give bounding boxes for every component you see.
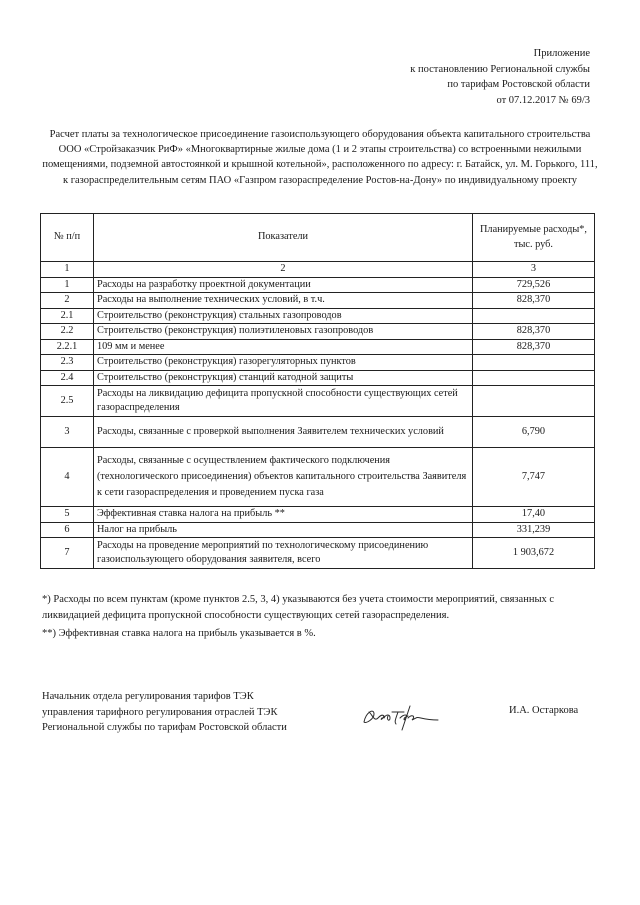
row-value: 1 903,672 — [473, 538, 595, 569]
row-label: Строительство (реконструкция) стальных газопроводов — [94, 308, 473, 324]
row-label: Эффективная ставка налога на прибыль ** — [94, 507, 473, 523]
footnote: *) Расходы по всем пунктам (кроме пунктов 2.5, 3, 4) указываются без учета стоимости мероприятий, связанных с ликвидацией дефицита пропускной способности существующих сетей газораспределения. — [42, 594, 555, 621]
table-row — [41, 417, 595, 448]
footnote: **) Эффективная ставка налога на прибыль указывается в %. — [42, 628, 316, 639]
row-value: 331,239 — [473, 522, 595, 538]
appendix-line: по тарифам Ростовской области — [447, 79, 590, 90]
row-label: Расходы на разработку проектной документации — [94, 277, 473, 293]
appendix-line: Приложение — [533, 48, 590, 59]
header-num: № п/п — [41, 214, 94, 262]
table-row — [41, 370, 595, 386]
row-label: 109 мм и менее — [94, 339, 473, 355]
column-number: 3 — [473, 262, 595, 278]
row-value — [473, 370, 595, 386]
position-line: управления тарифного регулирования отраслей ТЭК — [42, 706, 278, 718]
column-number: 1 — [41, 262, 94, 278]
row-num: 3 — [41, 417, 94, 448]
table-row — [41, 308, 595, 324]
row-value: 828,370 — [473, 339, 595, 355]
row-value — [473, 355, 595, 371]
signatory-position — [42, 689, 287, 736]
row-num: 6 — [41, 522, 94, 538]
row-value: 7,747 — [473, 448, 595, 507]
row-num: 2.2.1 — [41, 339, 94, 355]
appendix-line: к постановлению Региональной службы — [410, 63, 590, 75]
row-label: Расходы на ликвидацию дефицита пропускной способности существующих сетей газораспределения — [94, 386, 473, 417]
row-label: Строительство (реконструкция) газорегуляторных пунктов — [94, 355, 473, 371]
row-value — [473, 308, 595, 324]
row-label: Строительство (реконструкция) станций катодной защиты — [94, 370, 473, 386]
row-label: Расходы, связанные с осуществлением фактического подключения (технологического присоединения) объектов капитального строительства Заявителя к сети газораспределения и проведением пуска газа — [94, 448, 473, 507]
appendix-header — [410, 46, 590, 108]
row-num: 2.3 — [41, 355, 94, 371]
appendix-line: от 07.12.2017 № 69/3 — [496, 94, 590, 106]
row-value: 729,526 — [473, 277, 595, 293]
row-label: Расходы на проведение мероприятий по технологическому присоединению газоиспользующего оборудования заявителя, всего — [94, 538, 473, 569]
row-label: Расходы, связанные с проверкой выполнения Заявителем технических условий — [94, 417, 473, 448]
footnotes — [42, 592, 602, 642]
row-num: 2.4 — [41, 370, 94, 386]
table-header-row — [41, 214, 595, 262]
row-num: 1 — [41, 277, 94, 293]
table-row — [41, 355, 595, 371]
table-row — [41, 324, 595, 340]
row-label: Строительство (реконструкция) полиэтиленовых газопроводов — [94, 324, 473, 340]
row-value: 6,790 — [473, 417, 595, 448]
row-label: Расходы на выполнение технических условий, в т.ч. — [94, 293, 473, 309]
row-value — [473, 386, 595, 417]
handwritten-signature — [360, 700, 440, 732]
row-num: 2.2 — [41, 324, 94, 340]
document-title: Расчет платы за технологическое присоединение газоиспользующего оборудования объекта капитального строительства ООО «Стройзаказчик РиФ» «Многоквартирные жилые дома (1 и 2 этапы строительства) со встроенными нежилыми помещениями, подземной автостоянкой и крышной котельной», расположенного по адресу: г. Батайск, ул. М. Горького, 111, к газораспределительным сетям ПАО «Газпром газораспределение Ростов-на-Дону» по индивидуальному проекту — [42, 129, 598, 186]
position-line: Начальник отдела регулирования тарифов ТЭК — [42, 691, 254, 702]
row-num: 2.5 — [41, 386, 94, 417]
row-value: 828,370 — [473, 293, 595, 309]
row-value: 828,370 — [473, 324, 595, 340]
cost-table — [40, 213, 595, 569]
table-row — [41, 339, 595, 355]
table-row — [41, 522, 595, 538]
row-value: 17,40 — [473, 507, 595, 523]
header-indicators: Показатели — [94, 214, 473, 262]
row-num: 2.1 — [41, 308, 94, 324]
row-num: 7 — [41, 538, 94, 569]
row-num: 4 — [41, 448, 94, 507]
table-row — [41, 507, 595, 523]
header-planned-costs: Планируемые расходы*, тыс. руб. — [473, 214, 595, 262]
table-column-numbers-row — [41, 262, 595, 278]
table-row — [41, 386, 595, 417]
table-row — [41, 538, 595, 569]
signatory-name: И.А. Остаркова — [509, 705, 579, 716]
table-row — [41, 293, 595, 309]
row-num: 2 — [41, 293, 94, 309]
position-line: Региональной службы по тарифам Ростовской области — [42, 722, 287, 733]
table-row — [41, 277, 595, 293]
column-number: 2 — [94, 262, 473, 278]
row-num: 5 — [41, 507, 94, 523]
table-row — [41, 448, 595, 507]
row-label: Налог на прибыль — [94, 522, 473, 538]
